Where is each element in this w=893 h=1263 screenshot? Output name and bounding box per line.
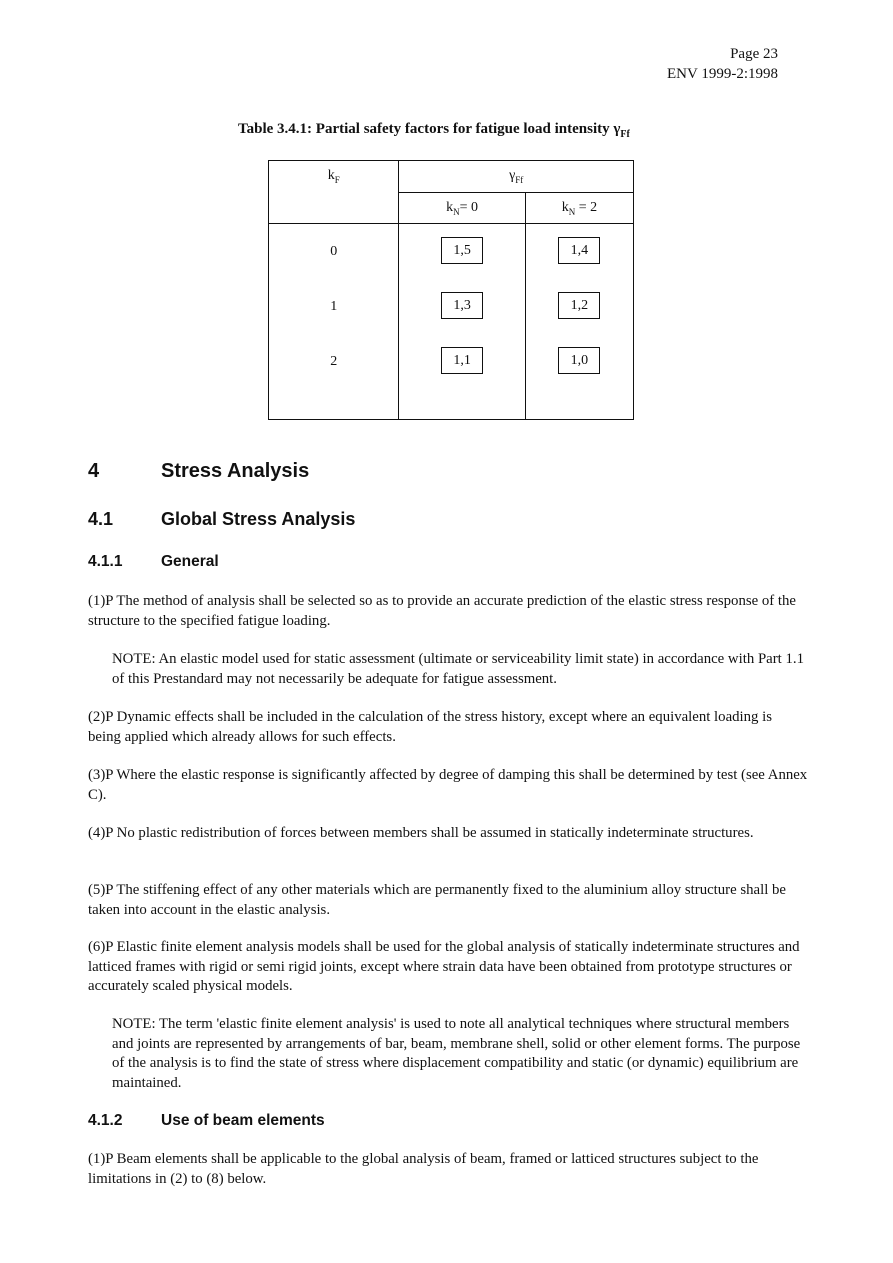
factor-value: 1,5 [441, 237, 483, 264]
section-4-1-2-heading: 4.1.2 Use of beam elements [88, 1112, 325, 1129]
kf-column [269, 224, 399, 420]
section-4-1-heading: 4.1 Global Stress Analysis [88, 509, 356, 529]
paragraph-5: (5)P The stiffening effect of any other materials which are permanently fixed to the aluminium alloy structure shall be taken into account in the elastic analysis. [88, 882, 786, 918]
paragraph-3: (3)P Where the elastic response is significantly affected by degree of damping this shall be determined by test (see Annex C). [88, 767, 808, 803]
factor-value: 1,1 [441, 347, 483, 374]
note-1: NOTE: An elastic model used for static assessment (ultimate or serviceability limit state) in accordance with Part 1.1 of this Prestandard may not necessarily be adequate for fatigue assessment. [112, 651, 804, 687]
factor-value: 1,0 [558, 347, 600, 374]
note-2: NOTE: The term 'elastic finite element analysis' is used to note all analytical techniques where structural members and joints are represented by arrangements of bar, beam, membrane shell, solid or other element forms. The purpose of the analysis is to find the state of stress where displacement compatibility and static (or dynamic) equilibrium are maintained. [112, 1016, 801, 1091]
paragraph-1: (1)P The method of analysis shall be selected so as to provide an accurate prediction of the elastic stress response of the structure to the specified fatigue loading. [88, 593, 796, 629]
table-caption-sub: Ff [620, 129, 630, 140]
kf-value: 1 [330, 299, 338, 314]
paragraph-7: (1)P Beam elements shall be applicable to the global analysis of beam, framed or latticed structures subject to the limitations in (2) to (8) below. [88, 1151, 759, 1187]
table-caption-text: Table 3.4.1: Partial safety factors for fatigue load intensity γ [238, 121, 621, 137]
kn2-column [525, 224, 633, 420]
section-4-heading: 4 Stress Analysis [88, 460, 310, 482]
page-number: Page 23 [730, 46, 778, 62]
kn0-column [399, 224, 525, 420]
paragraph-6: (6)P Elastic finite element analysis models shall be used for the global analysis of statically indeterminate structures and latticed frames with rigid or semi rigid joints, except where strain data have been obtained from prototype structures or accurately scaled physical models. [88, 939, 800, 994]
paragraph-2: (2)P Dynamic effects shall be included in the calculation of the stress history, except where an equivalent loading is being applied which already allows for such effects. [88, 709, 773, 745]
header-kf: $k_F$ [269, 161, 399, 224]
kf-value: 2 [330, 354, 338, 369]
partial-safety-factor-table [268, 160, 634, 420]
factor-value: 1,3 [441, 292, 483, 319]
table-caption [238, 121, 630, 140]
paragraph-4: (4)P No plastic redistribution of forces between members shall be assumed in statically indeterminate structures. [88, 825, 754, 841]
factor-value: 1,2 [558, 292, 600, 319]
header-kn-0: $k_N= 0$ [399, 193, 525, 224]
header-kn-2: $k_N = 2$ [525, 193, 633, 224]
header-gamma: $\gamma_{Ff}$ [399, 161, 634, 193]
document-id: ENV 1999-2:1998 [667, 66, 778, 82]
page-header [667, 44, 778, 84]
section-4-1-1-heading: 4.1.1 General [88, 553, 219, 570]
kf-value: 0 [330, 244, 338, 259]
factor-value: 1,4 [558, 237, 600, 264]
